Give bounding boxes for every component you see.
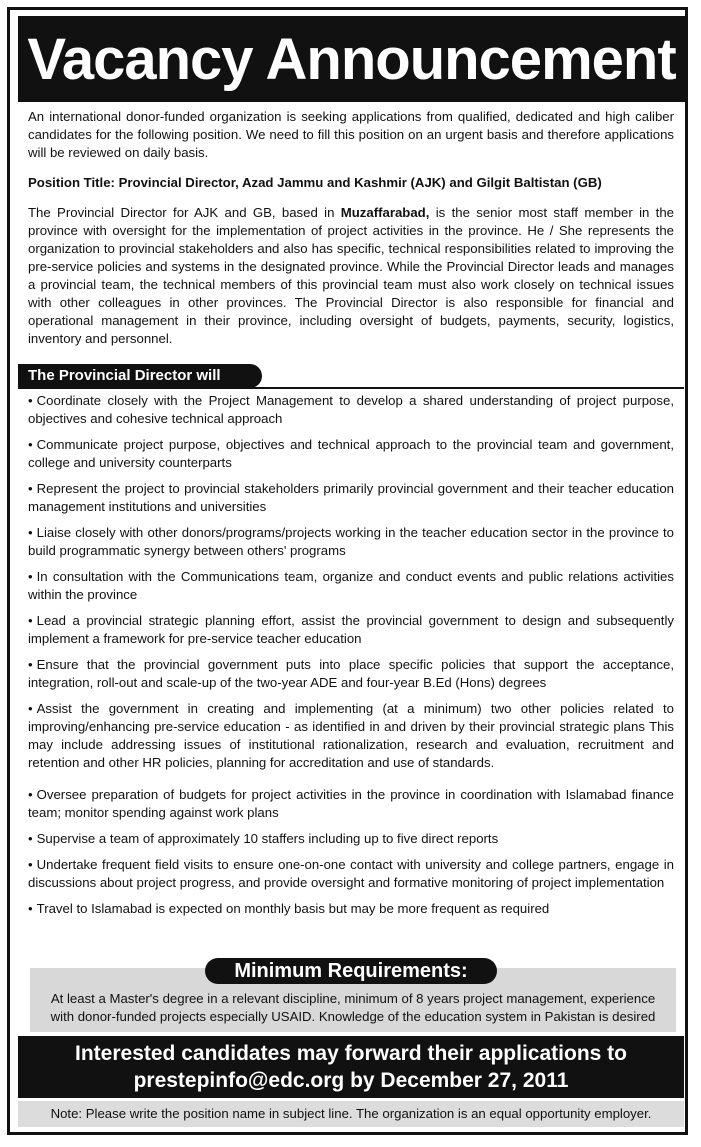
description-paragraph	[28, 204, 674, 348]
bullet-icon: •	[28, 701, 33, 716]
list-item-text: Travel to Islamabad is expected on monthly basis but may be more frequent as required	[36, 901, 550, 916]
footer-note: Note: Please write the position name in subject line. The organization is an equal opportunity employer.	[18, 1101, 684, 1127]
list-item-text: Coordinate closely with the Project Management to develop a shared understanding of project purpose, objectives and cohesive technical approach	[28, 393, 674, 426]
list-item-text: Assist the government in creating and implementing (at a minimum) two other policies related to improving/enhancing pre-service education - as identified in and driven by their provincial strategic plans This may include addressing issues of institutional rationalization, research and evaluation, recruitment and retention and other HR policies, planning for accreditation and use of standards.	[28, 701, 674, 770]
bullet-icon: •	[28, 393, 33, 408]
application-banner	[18, 1036, 684, 1098]
list-item	[28, 612, 674, 648]
list-item-text: Ensure that the provincial government puts into place specific policies that support the acceptance, integration, roll-out and scale-up of the two-year ADE and four-year B.Ed (Hons) degrees	[28, 657, 674, 690]
bullet-icon: •	[28, 613, 33, 628]
list-item-text: Supervise a team of approximately 10 staffers including up to five direct reports	[36, 831, 499, 846]
list-item	[28, 568, 674, 604]
bullet-icon: •	[28, 481, 33, 496]
page-title: Vacancy Announcement	[18, 16, 685, 102]
bullet-icon: •	[28, 569, 33, 584]
section-divider	[18, 387, 684, 389]
section-heading: The Provincial Director will	[18, 364, 262, 388]
list-item-text: Liaise closely with other donors/programs/projects working in the teacher education sector in the province to build programmatic synergy between others' programs	[28, 525, 674, 558]
list-item	[28, 656, 674, 692]
application-email-deadline: prestepinfo@edc.org by December 27, 2011	[133, 1069, 569, 1092]
bullet-icon: •	[28, 901, 33, 916]
description-start: The Provincial Director for AJK and GB, based in	[28, 205, 341, 220]
bullet-icon: •	[28, 857, 33, 872]
list-item	[28, 700, 674, 772]
list-item	[28, 786, 674, 822]
list-item-text: In consultation with the Communications team, organize and conduct events and public relations activities within the province	[28, 569, 674, 602]
list-item	[28, 900, 674, 918]
list-item	[28, 436, 674, 472]
application-instruction: Interested candidates may forward their applications to	[75, 1042, 627, 1065]
list-item-text: Undertake frequent field visits to ensure one-on-one contact with university and college partners, engage in discussions about project progress, and provide oversight and formative monitoring of project implementation	[28, 857, 674, 890]
bullet-icon: •	[28, 831, 33, 846]
responsibilities-list	[28, 392, 674, 926]
list-item	[28, 392, 674, 428]
location-text: Muzaffarabad,	[340, 205, 430, 220]
list-item	[28, 856, 674, 892]
intro-paragraph: An international donor-funded organization is seeking applications from qualified, dedicated and high caliber candidates for the following position. We need to fill this position on an urgent basis and therefore applications will be reviewed on daily basis.	[28, 109, 674, 160]
list-item-text: Oversee preparation of budgets for project activities in the province in coordination with Islamabad finance team; monitor spending against work plans	[28, 787, 674, 820]
requirements-heading: Minimum Requirements:	[205, 958, 497, 984]
list-item-text: Communicate project purpose, objectives and technical approach to the provincial team and government, college and university counterparts	[28, 437, 674, 470]
list-item	[28, 480, 674, 516]
bullet-icon: •	[28, 787, 33, 802]
bullet-icon: •	[28, 657, 33, 672]
list-item	[28, 830, 674, 848]
bullet-icon: •	[28, 525, 33, 540]
description-end: is the senior most staff member in the province with oversight for the implementation of project activities in the province. He / She represents the organization to provincial stakeholders and also has specific, technical responsibilities related to improving the pre-service policies and systems in the designated province. While the Provincial Director leads and manages a provincial team, the technical members of this provincial team must also work closely on technical issues with other colleagues in other provinces. The Provincial Director is also responsible for financial and operational management in their province, including oversight of budgets, payments, security, logistics, inventory and personnel.	[28, 205, 674, 346]
bullet-icon: •	[28, 437, 33, 452]
list-item-text: Lead a provincial strategic planning effort, assist the provincial government to design and subsequently implement a framework for pre-service teacher education	[28, 613, 674, 646]
list-item-text: Represent the project to provincial stakeholders primarily provincial government and their teacher education management institutions and universities	[28, 481, 674, 514]
list-item	[28, 524, 674, 560]
requirements-text: At least a Master's degree in a relevant discipline, minimum of 8 years project management, experience with donor-funded projects especially USAID. Knowledge of the education system in Pakistan is desired	[50, 991, 656, 1024]
position-title: Position Title: Provincial Director, Azad Jammu and Kashmir (AJK) and Gilgit Baltistan (GB)	[28, 175, 602, 190]
body-content	[28, 108, 674, 348]
